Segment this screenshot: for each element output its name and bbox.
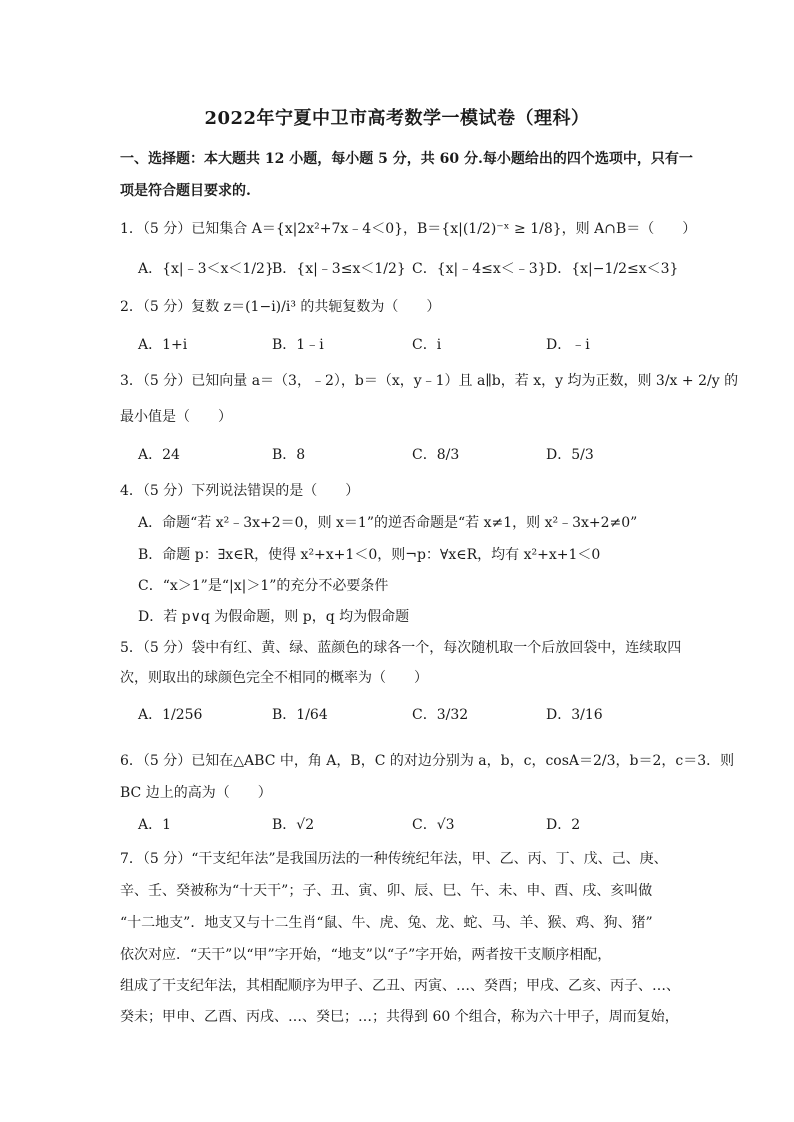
question-2-option-a: A．1+i bbox=[138, 337, 188, 353]
question-4-stem: 4．（5 分）下列说法错误的是（ ） bbox=[120, 483, 360, 499]
question-7-line3: “十二地支”．地支又与十二生肖“鼠、牛、虎、兔、龙、蛇、马、羊、猴、鸡、狗、猪” bbox=[120, 915, 653, 931]
question-5-stem-line2: 次，则取出的球颜色完全不相同的概率为（ ） bbox=[120, 670, 428, 686]
question-3-stem-line2: 最小值是（ ） bbox=[120, 409, 232, 425]
question-4-option-c: C．“x＞1”是“|x|＞1”的充分不必要条件 bbox=[138, 578, 389, 594]
question-1-option-b: B．{x|﹣3≤x＜1/2} bbox=[272, 261, 406, 277]
question-1-option-d: D．{x|−1/2≤x＜3} bbox=[546, 261, 679, 277]
question-3-option-c: C．8/3 bbox=[412, 447, 460, 463]
question-7-line1: 7．（5 分）“干支纪年法”是我国历法的一种传统纪年法，甲、乙、丙、丁、戊、己、庚、 bbox=[120, 851, 668, 867]
question-2-option-b: B．1﹣i bbox=[272, 337, 324, 353]
question-6-stem-line2: BC 边上的高为（ ） bbox=[120, 785, 272, 801]
question-2-stem: 2．（5 分）复数 z＝(1−i)/i³ 的共轭复数为（ ） bbox=[120, 299, 441, 315]
question-6-stem-line1: 6．（5 分）已知在△ABC 中，角 A，B，C 的对边分别为 a，b，c，cosA＝2/3，b＝2，c＝3．则 bbox=[120, 753, 735, 769]
question-5-option-a: A．1/256 bbox=[138, 707, 203, 723]
section-heading-line1: 一、选择题：本大题共 12 小题，每小题 5 分，共 60 分.每小题给出的四个选项中，只有一 bbox=[120, 151, 693, 167]
question-2-option-c: C．i bbox=[412, 337, 442, 353]
question-6-option-c: C．√3 bbox=[412, 817, 455, 833]
question-6-option-d: D．2 bbox=[546, 817, 581, 833]
question-7-line2: 辛、壬、癸被称为“十天干”；子、丑、寅、卯、辰、巳、午、未、申、酉、戌、亥叫做 bbox=[120, 883, 653, 899]
page-title: 2022年宁夏中卫市高考数学一模试卷（理科） bbox=[204, 108, 590, 129]
question-3-option-b: B．8 bbox=[272, 447, 306, 463]
question-1-option-c: C．{x|﹣4≤x＜﹣3} bbox=[412, 261, 547, 277]
question-5-option-b: B．1/64 bbox=[272, 707, 328, 723]
question-4-option-a: A．命题“若 x²﹣3x+2＝0，则 x＝1”的逆否命题是“若 x≠1，则 x²﹣3x+2≠0” bbox=[138, 515, 638, 531]
question-3-stem-line1: 3．（5 分）已知向量 a＝（3，﹣2），b＝（x，y﹣1）且 a∥b，若 x，y 均为正数，则 3/x + 2/y 的 bbox=[120, 373, 739, 389]
question-4-option-b: B．命题 p：∃x∈R，使得 x²+x+1＜0，则¬p：∀x∈R，均有 x²+x+1＜0 bbox=[138, 547, 601, 563]
question-6-option-a: A．1 bbox=[138, 817, 172, 833]
question-7-line5: 组成了干支纪年法，其相配顺序为甲子、乙丑、丙寅、…、癸酉；甲戌、乙亥、丙子、…、 bbox=[120, 978, 680, 994]
question-7-line6: 癸未；甲申、乙酉、丙戌、…、癸巳；…；共得到 60 个组合，称为六十甲子，周而复始， bbox=[120, 1009, 679, 1025]
question-5-option-c: C．3/32 bbox=[412, 707, 469, 723]
question-7-line4: 依次对应．“天干”以“甲”字开始，“地支”以“子”字开始，两者按干支顺序相配， bbox=[120, 947, 612, 963]
question-3-option-d: D．5/3 bbox=[546, 447, 594, 463]
question-1-option-a: A．{x|﹣3＜x＜1/2} bbox=[138, 261, 274, 277]
question-1-stem: 1．（5 分）已知集合 A＝{x|2x²+7x﹣4＜0}，B＝{x|(1/2)⁻ˣ ≥ 1/8}，则 A∩B＝（ ） bbox=[120, 221, 697, 237]
question-5-option-d: D．3/16 bbox=[546, 707, 603, 723]
question-5-stem-line1: 5．（5 分）袋中有红、黄、绿、蓝颜色的球各一个，每次随机取一个后放回袋中，连续取四 bbox=[120, 640, 682, 656]
question-2-option-d: D．﹣i bbox=[546, 337, 590, 353]
section-heading-line2: 项是符合题目要求的. bbox=[120, 183, 251, 199]
question-3-option-a: A．24 bbox=[138, 447, 180, 463]
question-6-option-b: B．√2 bbox=[272, 817, 315, 833]
question-4-option-d: D．若 p∨q 为假命题，则 p，q 均为假命题 bbox=[138, 609, 410, 625]
